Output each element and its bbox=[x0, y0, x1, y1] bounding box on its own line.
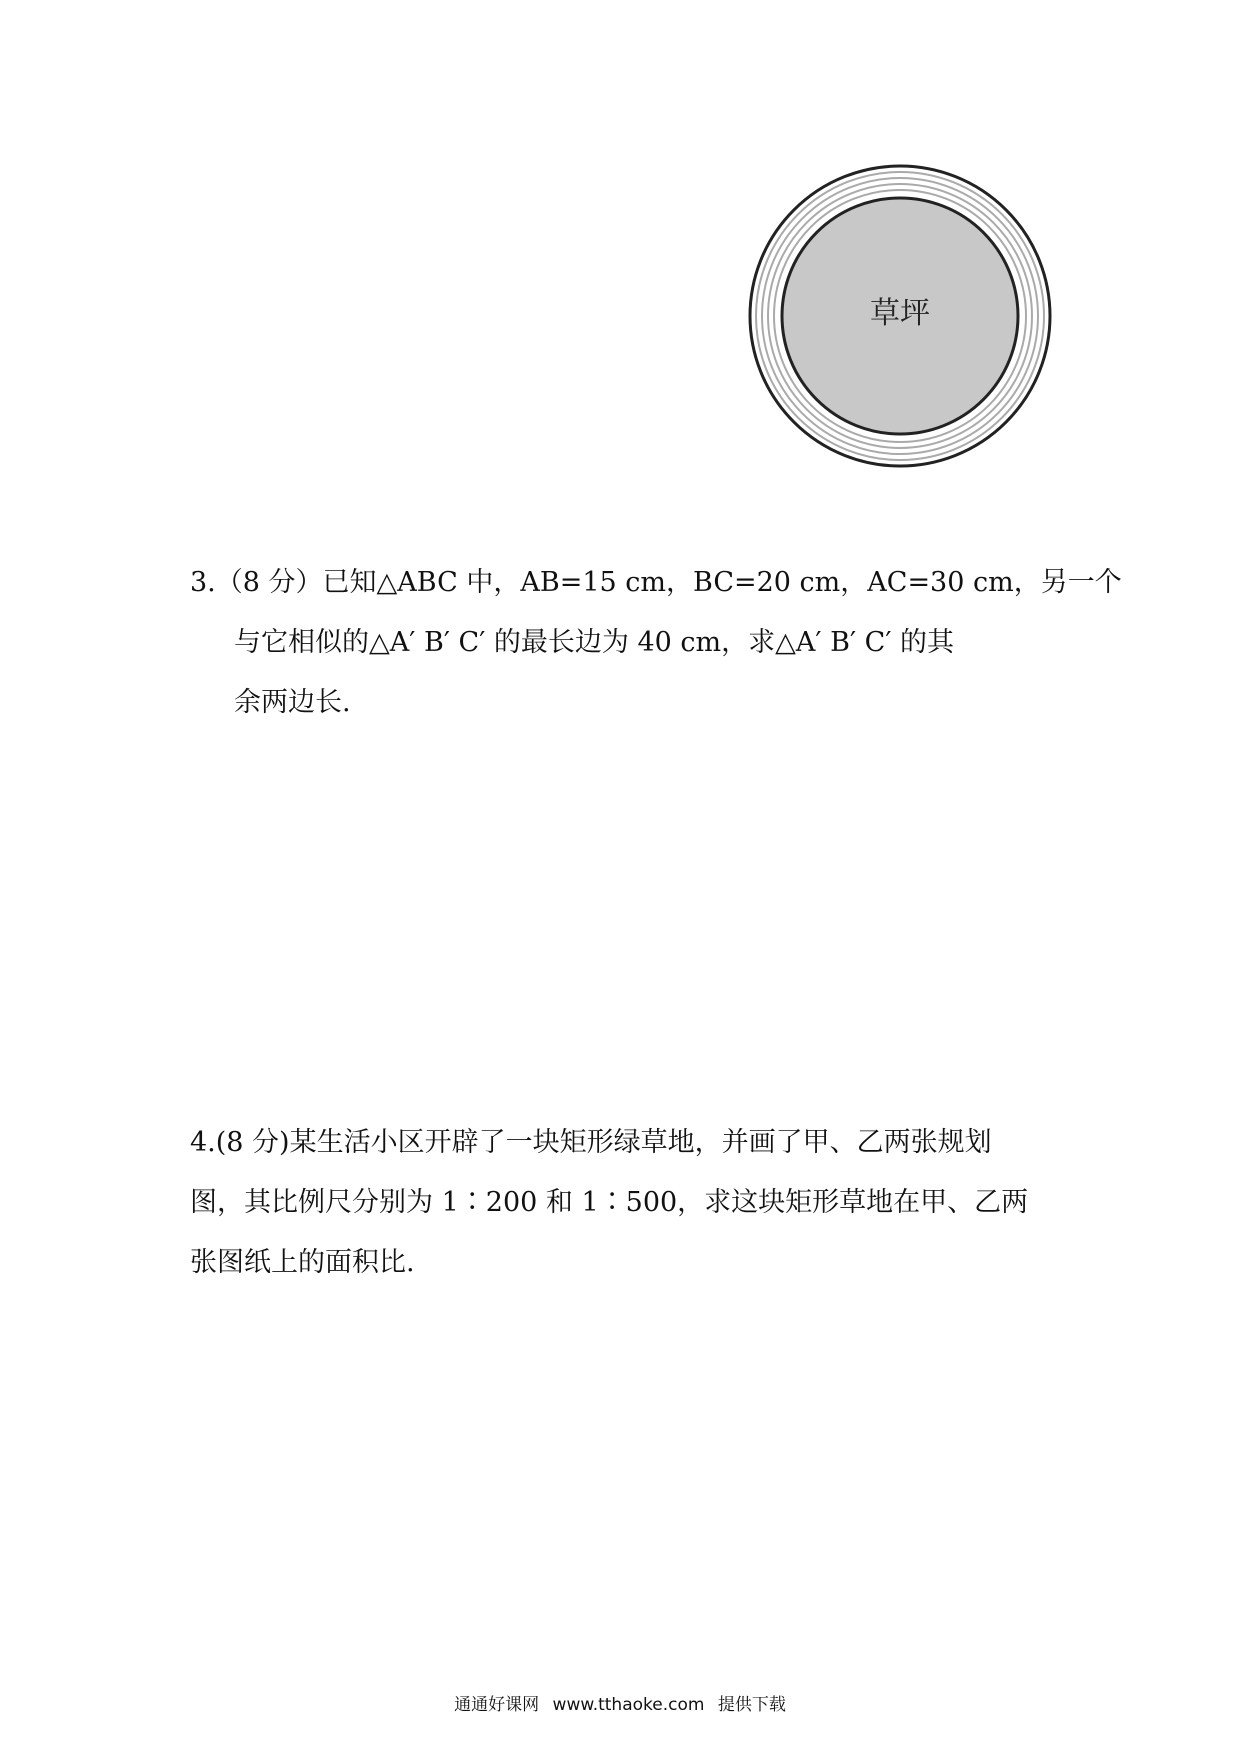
question-4 bbox=[190, 1113, 1060, 1293]
question-4-line-1: 4.(8 分)某生活小区开辟了一块矩形绿草地，并画了甲、乙两张规划 bbox=[190, 1127, 992, 1158]
question-3-line-2: 与它相似的△A′ B′ C′ 的最长边为 40 cm，求△A′ B′ C′ 的其 bbox=[234, 627, 955, 658]
lawn-figure bbox=[747, 163, 1053, 469]
footer-suffix: 提供下载 bbox=[717, 1695, 786, 1715]
question-3-line-3: 余两边长. bbox=[234, 687, 351, 718]
lawn-diagram bbox=[747, 163, 1053, 469]
question-4-line-2: 图，其比例尺分别为 1∶200 和 1∶500，求这块矩形草地在甲、乙两 bbox=[190, 1187, 1029, 1218]
footer-url[interactable]: www.tthaoke.com bbox=[552, 1695, 705, 1715]
question-4-line-3: 张图纸上的面积比. bbox=[190, 1247, 415, 1278]
question-3 bbox=[190, 553, 1122, 733]
question-3-line-1: 3.（8 分）已知△ABC 中，AB=15 cm，BC=20 cm，AC=30 cm，另一个 bbox=[190, 567, 1122, 598]
page-footer bbox=[0, 1690, 1240, 1715]
footer-site-name: 通通好课网 bbox=[454, 1695, 540, 1715]
lawn-label: 草坪 bbox=[870, 296, 930, 331]
